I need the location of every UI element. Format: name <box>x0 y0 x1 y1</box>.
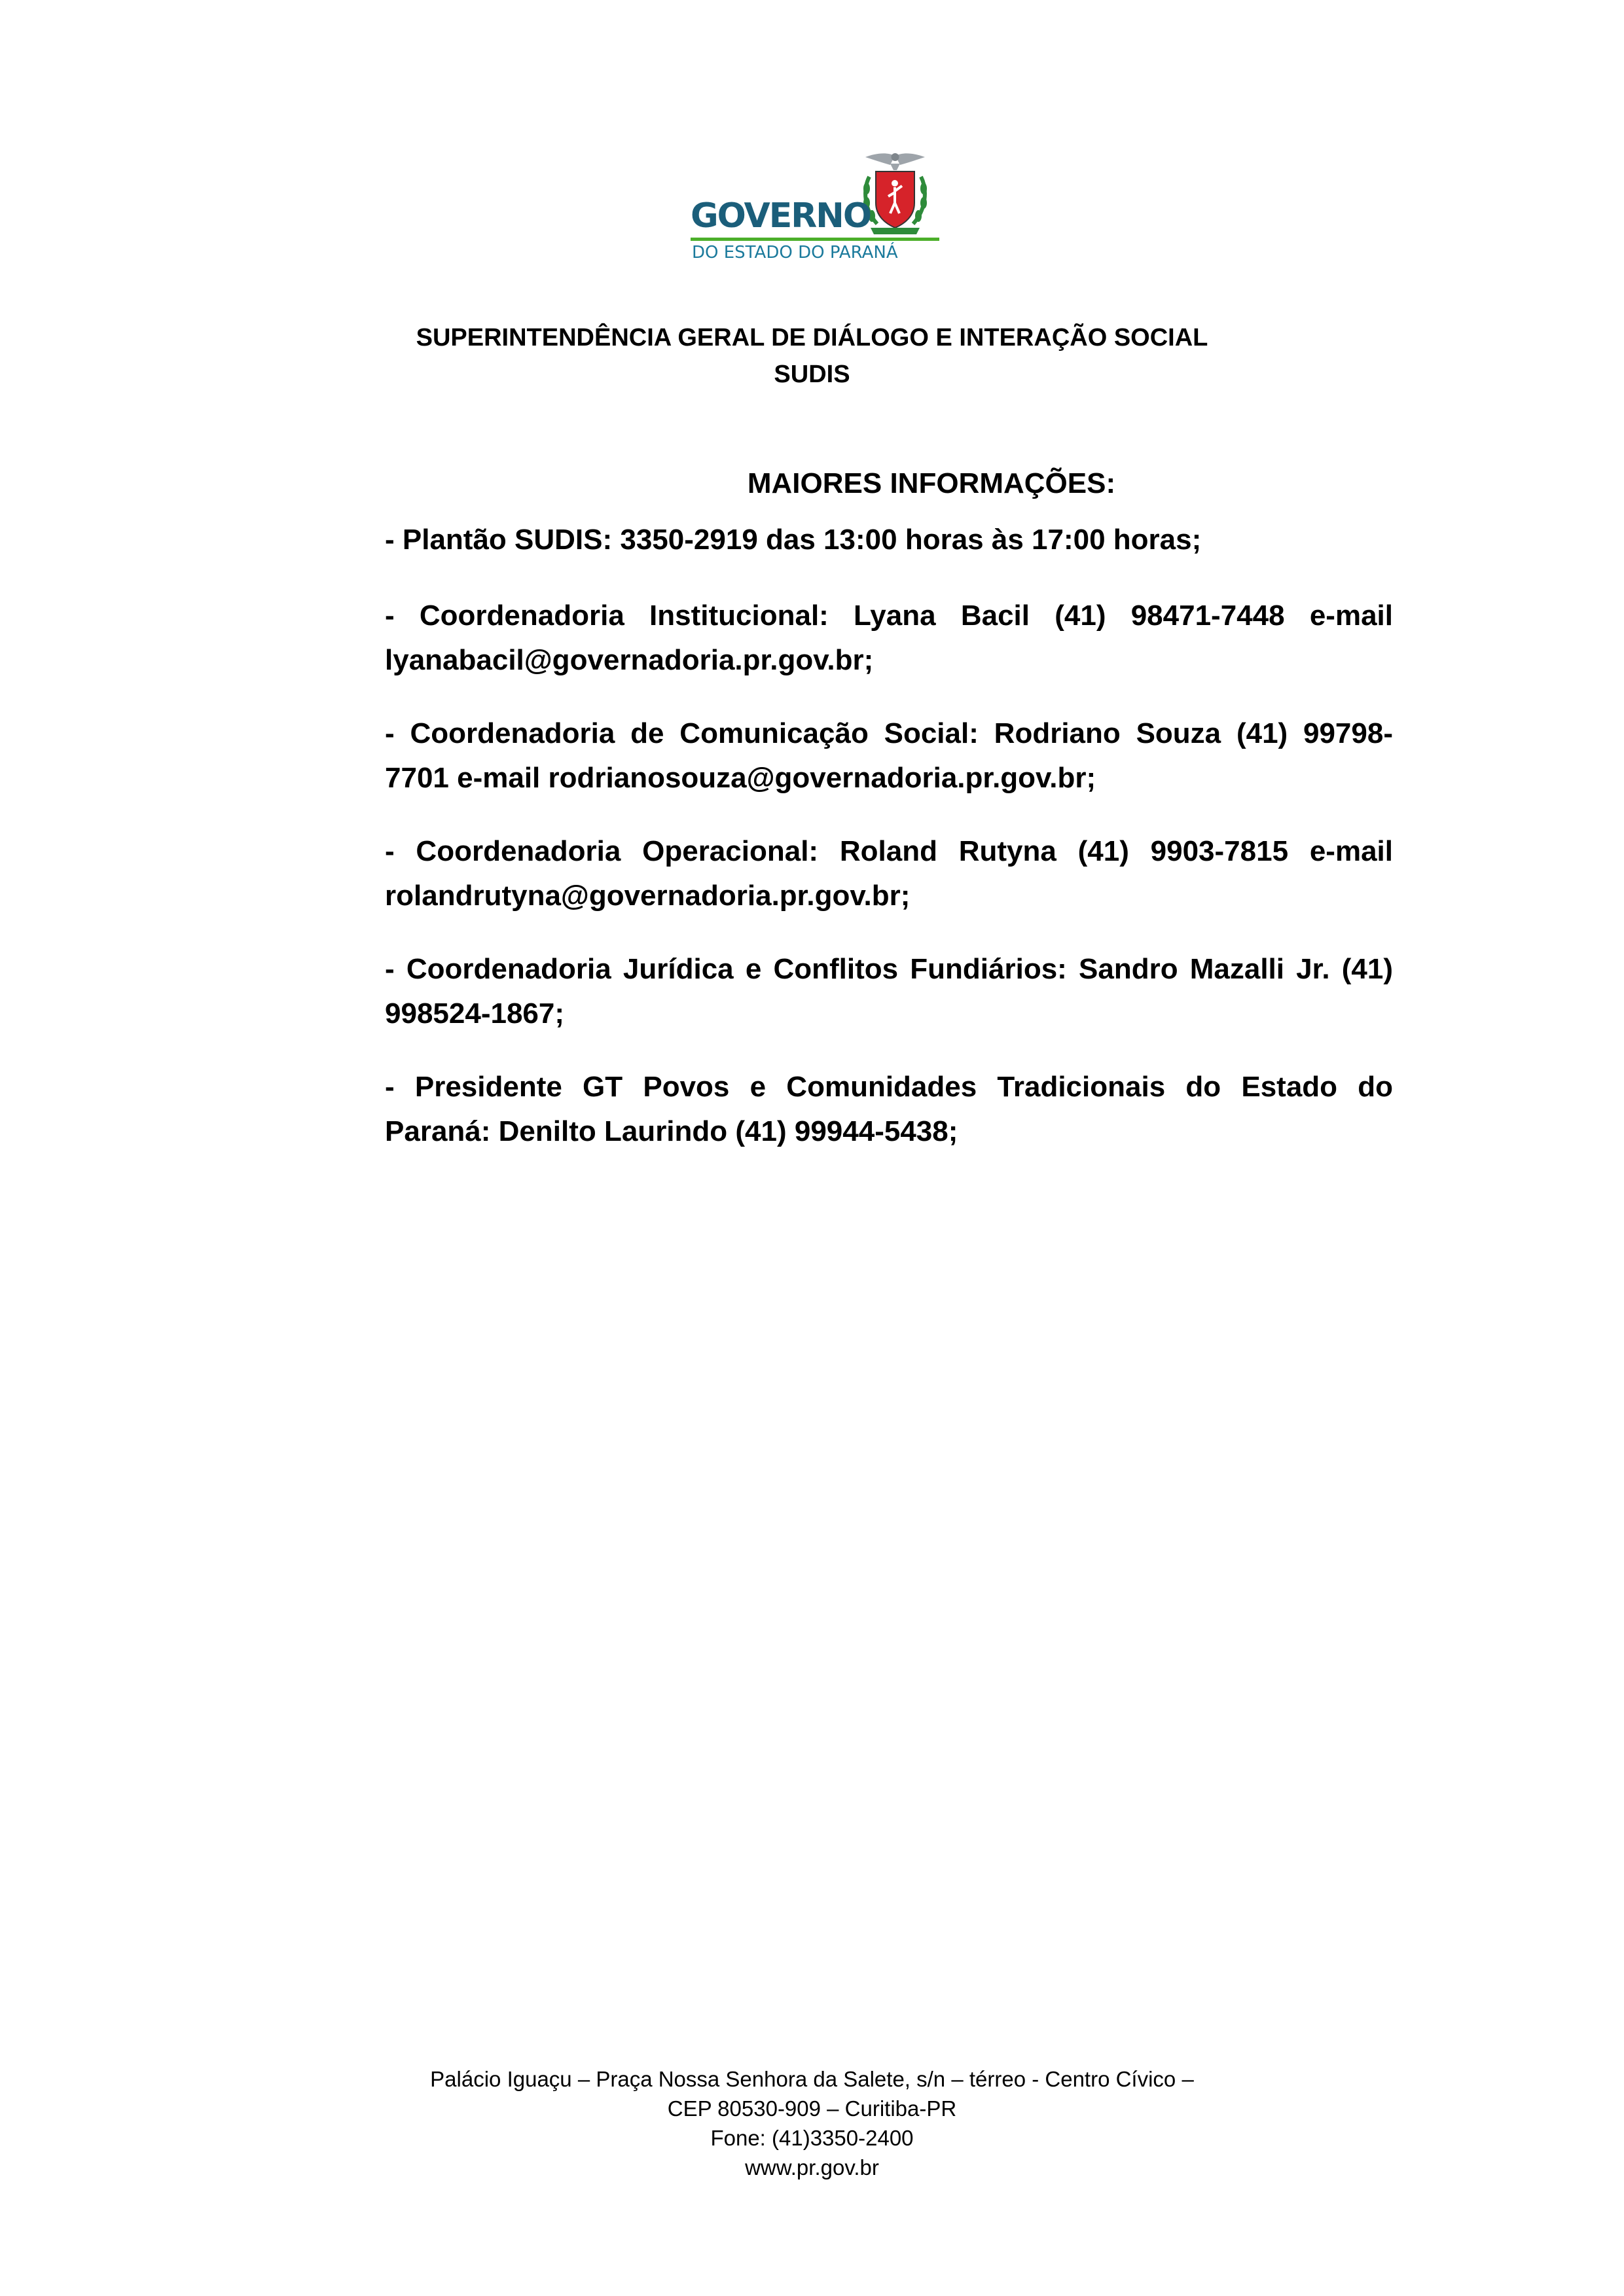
contact-info-section <box>385 461 1393 1183</box>
section-title: MAIORES INFORMAÇÕES: <box>747 467 1116 499</box>
footer-postal-code: CEP 80530-909 – Curitiba-PR <box>667 2096 957 2121</box>
logo-wordmark: GOVERNO <box>691 196 871 236</box>
footer-phone: Fone: (41)3350-2400 <box>710 2126 914 2150</box>
logo-underline <box>691 238 939 241</box>
contact-item-comunicacao: - Coordenadoria de Comunicação Social: Rodriano Souza (41) 99798-7701 e-mail rodrianosouza@governadoria.pr.gov.br; <box>385 717 1393 794</box>
page-footer <box>393 2064 1231 2182</box>
footer-website: www.pr.gov.br <box>745 2155 879 2179</box>
agency-title: SUPERINTENDÊNCIA GERAL DE DIÁLOGO E INTERAÇÃO SOCIAL <box>416 324 1208 351</box>
governo-parana-logo <box>691 151 946 265</box>
contact-item-juridica: - Coordenadoria Jurídica e Conflitos Fundiários: Sandro Mazalli Jr. (41) 998524-1867; <box>385 953 1393 1030</box>
logo-subtitle: DO ESTADO DO PARANÁ <box>692 243 898 262</box>
contact-item-povos-tradicionais: - Presidente GT Povos e Comunidades Tradicionais do Estado do Paraná: Denilto Laurindo (41) 99944-5438; <box>385 1071 1393 1147</box>
contact-item-institucional: - Coordenadoria Institucional: Lyana Bacil (41) 98471-7448 e-mail lyanabacil@governadoria.pr.gov.br; <box>385 600 1393 676</box>
agency-acronym: SUDIS <box>774 361 850 388</box>
footer-address: Palácio Iguaçu – Praça Nossa Senhora da Salete, s/n – térreo - Centro Cívico – <box>430 2067 1194 2091</box>
contact-item-operacional: - Coordenadoria Operacional: Roland Rutyna (41) 9903-7815 e-mail rolandrutyna@governadoria.pr.gov.br; <box>385 835 1393 912</box>
contact-item-plantao: - Plantão SUDIS: 3350-2919 das 13:00 horas às 17:00 horas; <box>385 524 1202 556</box>
